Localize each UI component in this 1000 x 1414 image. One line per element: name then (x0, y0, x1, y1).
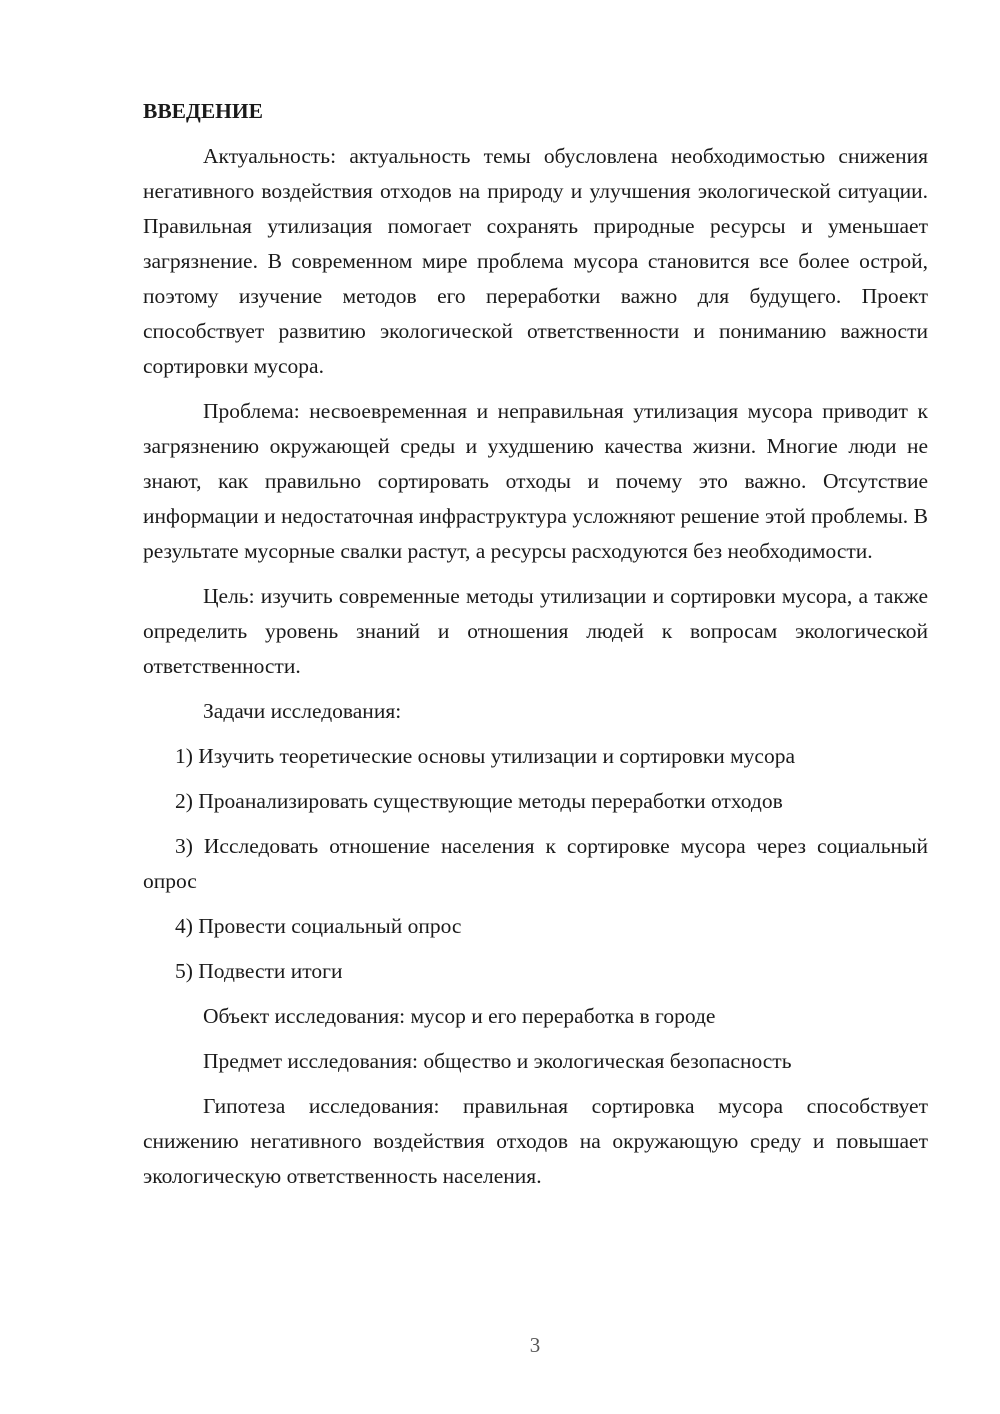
task-item: 4) Провести социальный опрос (175, 914, 462, 938)
task-item: 2) Проанализировать существующие методы переработки отходов (175, 789, 783, 813)
relevance-paragraph: Актуальность: актуальность темы обусловлена необходимостью снижения негативного воздействия отходов на природу и улучшения экологической ситуации. Правильная утилизация помогает сохранять природные ресурсы и уменьшает загрязнение. В современном мире проблема мусора становится все более острой, поэтому изучение методов его переработки важно для будущего. Проект способствует развитию экологической ответственности и пониманию важности сортировки мусора. (143, 144, 928, 378)
object-paragraph: Объект исследования: мусор и его переработка в городе (203, 1004, 716, 1028)
task-item: 3) Исследовать отношение населения к сортировке мусора через социальный опрос (143, 834, 928, 893)
problem-paragraph: Проблема: несвоевременная и неправильная утилизация мусора приводит к загрязнению окружающей среды и ухудшению качества жизни. Многие люди не знают, как правильно сортировать отходы и почему это важно. Отсутствие информации и недостаточная инфраструктура усложняют решение этой проблемы. В результате мусорные свалки растут, а ресурсы расходуются без необходимости. (143, 399, 928, 563)
tasks-heading: Задачи исследования: (203, 699, 402, 723)
page-number: 3 (529, 1333, 541, 1357)
task-item: 1) Изучить теоретические основы утилизации и сортировки мусора (175, 744, 796, 768)
task-item: 5) Подвести итоги (175, 959, 343, 983)
subject-paragraph: Предмет исследования: общество и экологическая безопасность (203, 1049, 792, 1073)
hypothesis-paragraph: Гипотеза исследования: правильная сортировка мусора способствует снижению негативного воздействия отходов на окружающую среду и повышает экологическую ответственность населения. (143, 1094, 928, 1188)
document-page (143, 94, 928, 1194)
page-title: ВВЕДЕНИЕ (143, 99, 263, 123)
goal-paragraph: Цель: изучить современные методы утилизации и сортировки мусора, а также определить уровень знаний и отношения людей к вопросам экологической ответственности. (143, 584, 928, 678)
